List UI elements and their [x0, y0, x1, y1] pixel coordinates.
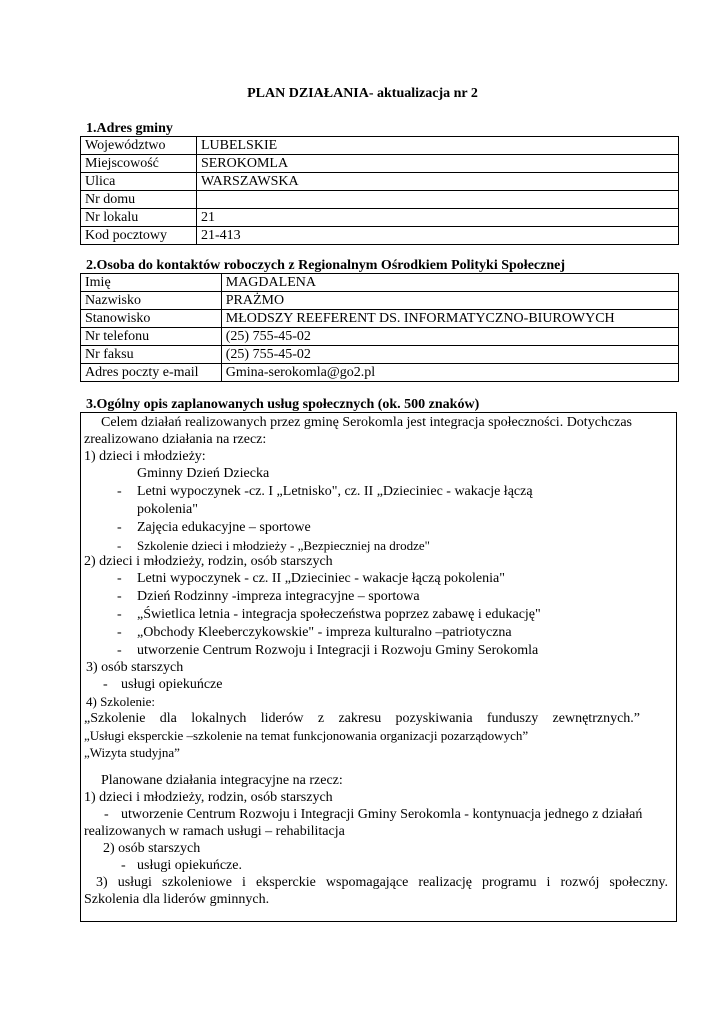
table-row [81, 227, 679, 245]
document-title: PLAN DZIAŁANIA- aktualizacja nr 2 [247, 86, 478, 101]
contact-table [80, 273, 679, 382]
section1-heading: 1.Adres gminy [86, 121, 173, 136]
text-line: 1) dzieci i młodzieży: [84, 449, 206, 464]
bullet-dash: - [103, 677, 108, 692]
bullet-dash: - [117, 625, 122, 640]
bullet-dash: - [121, 858, 126, 873]
text-line: 3) usługi szkoleniowe i eksperckie wspomagające realizację programu i rozwój społeczny. [96, 875, 668, 890]
table-row [81, 155, 679, 173]
field-value: 21-413 [196, 227, 678, 245]
section2-heading: 2.Osoba do kontaktów roboczych z Regionalnym Ośrodkiem Polityki Społecznej [86, 258, 566, 273]
field-label: Nr domu [81, 191, 197, 209]
field-value: (25) 755-45-02 [221, 328, 678, 346]
text-line: „Obchody Kleeberczykowskie" - impreza kulturalno –patriotyczna [137, 625, 512, 640]
field-label: Ulica [81, 173, 197, 191]
text-line: Szkolenia dla liderów gminnych. [84, 892, 270, 907]
description-box [80, 412, 677, 922]
field-value: LUBELSKIE [196, 137, 678, 155]
bullet-dash: - [117, 538, 122, 553]
field-value: WARSZAWSKA [196, 173, 678, 191]
field-value: (25) 755-45-02 [221, 346, 678, 364]
section3-heading: 3.Ogólny opis zaplanowanych usług społecznych (ok. 500 znaków) [86, 397, 480, 412]
field-value: PRAŻMO [221, 292, 678, 310]
text-line: Szkolenie dzieci i młodzieży - „Bezpieczniej na drodze" [137, 538, 430, 553]
text-line: 3) osób starszych [86, 660, 184, 675]
field-label: Miejscowość [81, 155, 197, 173]
table-row [81, 292, 679, 310]
text-line: 1) dzieci i młodzieży, rodzin, osób starszych [84, 790, 333, 805]
bullet-dash: - [117, 607, 122, 622]
table-row [81, 274, 679, 292]
table-row [81, 173, 679, 191]
table-row [81, 328, 679, 346]
text-line: 2) osób starszych [103, 841, 201, 856]
field-label: Nazwisko [81, 292, 222, 310]
text-line: utworzenie Centrum Rozwoju i Integracji Gminy Serokomla - kontynuacja jednego z działań [121, 807, 643, 822]
field-label: Imię [81, 274, 222, 292]
text-line: realizowanych w ramach usługi – rehabilitacja [84, 824, 345, 839]
field-label: Nr lokalu [81, 209, 197, 227]
field-label: Województwo [81, 137, 197, 155]
field-label: Nr faksu [81, 346, 222, 364]
text-line: Zajęcia edukacyjne – sportowe [137, 520, 311, 535]
text-line: „Usługi eksperckie –szkolenie na temat funkcjonowania organizacji pozarządowych” [84, 728, 529, 743]
field-value: Gmina-serokomla@go2.pl [221, 364, 678, 382]
field-value: SEROKOMLA [196, 155, 678, 173]
text-line: usługi opiekuńcze [121, 677, 223, 692]
text-line: „Wizyta studyjna” [84, 745, 180, 760]
text-line: Gminny Dzień Dziecka [137, 466, 270, 481]
table-row [81, 310, 679, 328]
field-value: 21 [196, 209, 678, 227]
table-row [81, 137, 679, 155]
bullet-dash: - [117, 520, 122, 535]
table-row [81, 364, 679, 382]
field-label: Adres poczty e-mail [81, 364, 222, 382]
bullet-dash: - [117, 484, 122, 499]
bullet-dash: - [104, 807, 109, 822]
table-row [81, 209, 679, 227]
field-label: Kod pocztowy [81, 227, 197, 245]
bullet-dash: - [117, 643, 122, 658]
text-line: Planowane działania integracyjne na rzecz: [101, 773, 343, 788]
text-line: utworzenie Centrum Rozwoju i Integracji i Rozwoju Gminy Serokomla [137, 643, 539, 658]
address-table [80, 136, 679, 245]
text-line: „Świetlica letnia - integracja społeczeństwa poprzez zabawę i edukację" [137, 607, 541, 622]
field-value: MŁODSZY REEFERENT DS. INFORMATYCZNO-BIUROWYCH [221, 310, 678, 328]
bullet-dash: - [117, 571, 122, 586]
text-line: pokolenia" [137, 502, 198, 517]
field-label: Nr telefonu [81, 328, 222, 346]
text-line: 2) dzieci i młodzieży, rodzin, osób starszych [84, 554, 333, 569]
table-row [81, 191, 679, 209]
text-line: „Szkolenie dla lokalnych liderów z zakresu pozyskiwania funduszy zewnętrznych.” [84, 711, 640, 726]
table-row [81, 346, 679, 364]
text-line: Letni wypoczynek - cz. II „Dzieciniec - wakacje łączą pokolenia" [137, 571, 505, 586]
text-line: Letni wypoczynek -cz. I „Letnisko", cz. II „Dzieciniec - wakacje łączą [137, 484, 533, 499]
text-line: zrealizowano działania na rzecz: [84, 432, 267, 447]
field-label: Stanowisko [81, 310, 222, 328]
text-line: Celem działań realizowanych przez gminę Serokomla jest integracja społeczności. Dotychczas [101, 415, 633, 430]
text-line: 4) Szkolenie: [86, 694, 155, 709]
text-line: usługi opiekuńcze. [137, 858, 242, 873]
text-line: Dzień Rodzinny -impreza integracyjne – sportowa [137, 589, 420, 604]
field-value [196, 191, 678, 209]
field-value: MAGDALENA [221, 274, 678, 292]
bullet-dash: - [117, 589, 122, 604]
